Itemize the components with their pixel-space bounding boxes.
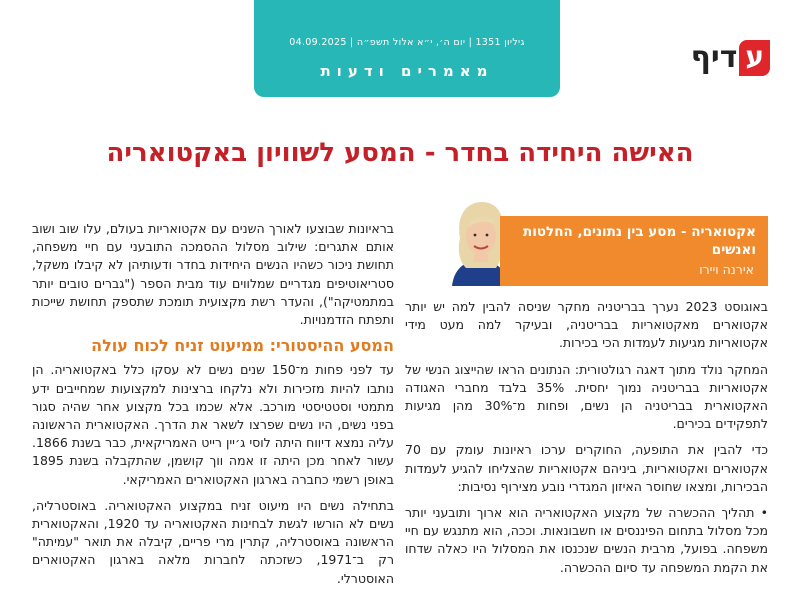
paragraph: כדי להבין את התופעה, החוקרים ערכו ראיונות עומק עם 70 אקטוארים ואקטואריות, ביניהם אקטואריות שהצליחו להגיע לעמדות הבכירות, ומצאו שחוסר האיזון המגדרי נובע מצירוף נסיבות: xyxy=(405,442,768,494)
bullet-paragraph: • תהליך ההכשרה של מקצוע האקטואריה הוא ארוך ותובעני יותר מכל מסלול בתחום הפיננסים או חשבונאות. וככה, הוא מתנגש עם חיי משפחה. בפועל, מרבית הנשים שנכנסו את המסלול היו כאלה שדחו את הקמת המשפחה עד סיום ההכשרה. xyxy=(405,505,768,575)
article-column-right xyxy=(405,298,768,585)
paragraph: המחקר נולד מתוך דאגה רגולטורית: הנתונים הראו שהייצוג הנשי של אקטואריות בבריטניה נמוך יחסית. 35% בלבד מחברי האגודה האקטוארית בבריטניה הן נשים, ופחות מ־30% מהן מגיעות לתפקידים בכירים. xyxy=(405,361,768,432)
issue-line: גיליון 1351 | יום ה׳, י״א אלול תשפ״ה | 04.09.2025 xyxy=(289,37,525,48)
paragraph: עד לפני פחות מ־150 שנים נשים לא עסקו כלל באקטואריה. הן נותבו להיות מזכירות ולא נלקחו ברצינות למקצועות שמחייבים ידע מתמטי וסטטיסטי מורכב. אלא שכמו בכל מקצוע אחר שהיה סגור בפני נשים, היו נשים שפרצו לשאר את הדרך. האקטוארית הראשונה עליה נמצא דיווח היתה לוסי ג׳יין רייט האמריקאית, כבר בשנת 1866. עשור לאחר מכן היתה זו אמה ווך קושמן, שהתקבלה בשנת 1895 באופן רשמי כחברה בארגון האקטוארים האמריקאי. xyxy=(32,362,394,487)
brand-logo[interactable] xyxy=(691,40,770,76)
logo-dark-part: דיף xyxy=(690,40,738,75)
section-subheading: המסע ההיסטורי: ממיעוט זניח לכוח עולה xyxy=(91,336,394,356)
paragraph: באוגוסט 2023 נערך בבריטניה מחקר שניסה להבין למה יש יותר אקטוארים מאקטואריות בבריטניה, ובעיקר למה מעט מידי אקטואריות מגיעות לעמדות הכי בכירות. xyxy=(405,299,768,351)
byline-box xyxy=(500,216,768,286)
article-headline: האישה היחידה בחדר - המסע לשוויון באקטואריה xyxy=(106,138,694,168)
paragraph: בתחילה נשים היו מיעוט זניח במקצוע האקטואריה. באוסטרליה, נשים לא הורשו לגשת לבחינות האקטואריה עד 1920, והאקטוארית הראשונה באוסטרליה, קתרין מרי פריים, קיבלה את תואר "עמיתה" רק ב־1971, כשזכתה לחברות מלאה בארגון האקטוארים האוסטרלי. xyxy=(32,497,395,586)
byline-title: אקטואריה - מסע בין נתונים, החלטות ואנשים xyxy=(523,224,756,258)
logo-red-part: ע xyxy=(739,40,770,76)
paragraph: בראיונות שבוצעו לאורך השנים עם אקטואריות בעולם, עלו שוב ושוב אותם אתגרים: שילוב מסלול ההסמכה התובעני עם חיי משפחה, תחושת ניכור כשהיו הנשים היחידות בחדר ודעותיהן לא קיבלו משקל, סטריאוטיפים מגדריים שמלווים עוד מבית הספר ("גברים טובים יותר במתמטיקה"), והעדר רשת מקצועית תומכת שתספק תחושת שייכות ותפתח הזדמנויות. xyxy=(32,221,394,328)
article-column-left xyxy=(32,220,394,596)
section-title: מאמרים ודעות xyxy=(320,62,494,80)
header-banner xyxy=(254,0,560,97)
byline-author: אירנה ויירו xyxy=(699,262,754,277)
